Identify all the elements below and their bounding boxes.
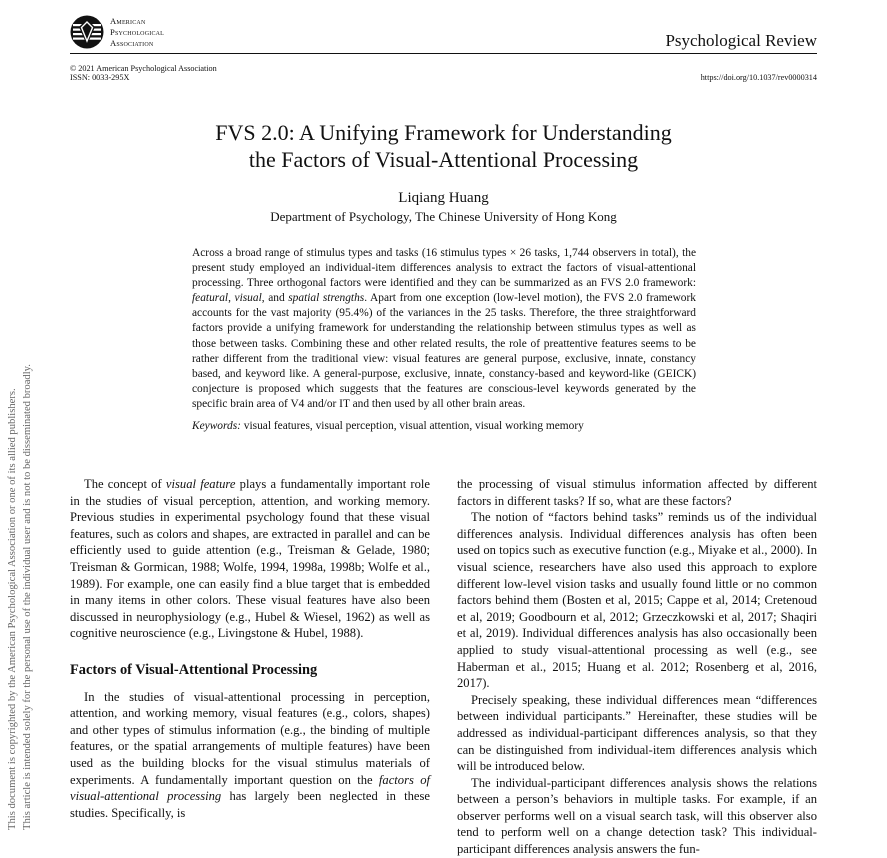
body-text: The concept of	[84, 477, 166, 491]
side-notice-line: This article is intended solely for the personal use of the individual user and is not to be disseminated broadly.	[21, 364, 33, 830]
publisher-line: Psychological	[110, 27, 165, 37]
abstract-text-part: , and	[261, 292, 289, 305]
publisher-name	[110, 16, 164, 49]
abstract	[192, 246, 696, 412]
copyright-side-notice	[6, 0, 35, 830]
body-right-column	[457, 476, 817, 858]
abstract-text	[192, 246, 696, 412]
body-left-column	[70, 476, 430, 821]
copyright-line: © 2021 American Psychological Association	[70, 64, 217, 73]
abstract-text-part: ,	[228, 292, 235, 305]
keywords-list: visual features, visual perception, visual attention, visual working memory	[240, 420, 584, 432]
side-notice-line: This document is copyrighted by the American Psychological Association or one of its allied publishers.	[7, 388, 18, 830]
body-paragraph: The individual-participant differences analysis shows the relations between a person’s behaviors in multiple tasks. For example, if an observer performs well on a visual search task, will this observer also tend to perform well on a change detection task? This individual-participant differences analysis answers the fun-	[457, 775, 817, 857]
abstract-emphasis: spatial strengths	[288, 292, 365, 305]
abstract-text-part: Across a broad range of stimulus types and tasks (16 stimulus types × 26 tasks, 1,744 observers in total), the present study employed an individual-item differences analysis to extract the factors of visual-attentional processing. Three orthogonal factors were identified and they can be summarized as an FVS 2.0 framework:	[192, 247, 696, 290]
article-title	[90, 119, 797, 173]
journal-name: Psychological Review	[665, 31, 817, 50]
issn: ISSN: 0033-295X	[70, 73, 130, 82]
title-line: the Factors of Visual-Attentional Processing	[248, 147, 639, 172]
title-line: FVS 2.0: A Unifying Framework for Understanding	[215, 120, 672, 145]
copyright-block	[70, 64, 217, 82]
section-heading: Factors of Visual-Attentional Processing	[70, 661, 318, 678]
doi-link[interactable]: https://doi.org/10.1037/rev0000314	[700, 73, 817, 82]
keywords-label: Keywords:	[192, 420, 241, 432]
body-emphasis: factors of visual-attentional processing	[70, 772, 430, 804]
body-paragraph: The notion of “factors behind tasks” reminds us of the individual differences analysis. Individual differences analysis has often been used on topics such as executive function (e.g., Miyake et al., 2000). In visual science, researchers have also used this approach to explore different low-level vision tasks and usually found little or no common factors behind them (Bosten et al, 2015; Cappe et al, 2014; Cretenoud et al, 2019; Goodbourn et al, 2012; Grzeczkowski et al, 2017; Shaqiri et al, 2019). Individual differences analysis has also occasionally been applied to study visual-attentional processing as well (e.g., see Haberman et al., 2015; Huang et al. 2012; Rosenberg et al, 2016, 2017).	[457, 510, 817, 691]
body-paragraph: the processing of visual stimulus information affected by different factors in different tasks? If so, what are these factors?	[457, 477, 817, 508]
publisher-line: Association	[110, 38, 154, 48]
keywords	[192, 420, 696, 432]
body-paragraph: Precisely speaking, these individual differences mean “differences between individual participants.” Hereinafter, these studies will be addressed as individual-participant differences analysis, so that they can be distinguished from individual-item differences analysis which will be introduced below.	[457, 692, 817, 774]
apa-logo-icon	[70, 15, 104, 49]
author-affiliation: Department of Psychology, The Chinese University of Hong Kong	[270, 209, 617, 224]
body-emphasis: visual feature	[165, 477, 236, 491]
abstract-text-part: . Apart from one exception (low-level motion), the FVS 2.0 framework accounts for the vast majority (95.4%) of the variances in the 25 tasks. Therefore, the three straightforward factors provide a unifying framework for understanding the relationship between stimulus types as well as those between tasks. Combining these and other related results, the role of preattentive features seems to be rather different from the traditional view: visual features are general purpose, exclusive, innate, constancy based, and keyword like. A general-purpose, exclusive, innate, constancy-based and keyword-like (GEICK) conjecture is proposed which suggests that the features are conscious-level keywords generated by the specific brain area of V4 and/or IT and then used by all other brain areas.	[192, 292, 696, 410]
abstract-emphasis: visual	[234, 292, 262, 305]
header-rule	[70, 53, 817, 54]
body-paragraph	[70, 476, 430, 642]
abstract-emphasis: featural	[192, 292, 229, 305]
publisher-line: American	[110, 16, 146, 26]
body-paragraph	[70, 689, 430, 822]
body-text: has largely been neglected in these studies. Specifically, is	[70, 789, 430, 820]
body-text: plays a fundamentally important role in the studies of visual perception, attention, and working memory. Previous studies in experimental psychology found that these visual features, such as colors and shapes, are extracted in parallel and can be efficiently used to guide attention (e.g., Treisman & Gelade, 1980; Treisman & Gormican, 1988; Wolfe, 1994, 1998a, 1998b; Wolfe et al., 1989). For example, one can easily find a blue target that is embedded in many items in other colors. These visual features have also been discussed in neurophysiology (e.g., Hubel & Wiesel, 1962) as well as cognitive neuroscience (e.g., Livingstone & Hubel, 1988).	[70, 477, 430, 641]
body-text: In the studies of visual-attentional processing in perception, attention, and working memory, visual features (e.g., colors, shapes) and other types of stimulus information (e.g., the binding of multiple features, or the spatial arrangements of multiple features) have been used as the building blocks for the visual stimulus materials of experiments. A fundamentally important question on the	[70, 689, 430, 787]
author-name: Liqiang Huang	[398, 190, 489, 206]
